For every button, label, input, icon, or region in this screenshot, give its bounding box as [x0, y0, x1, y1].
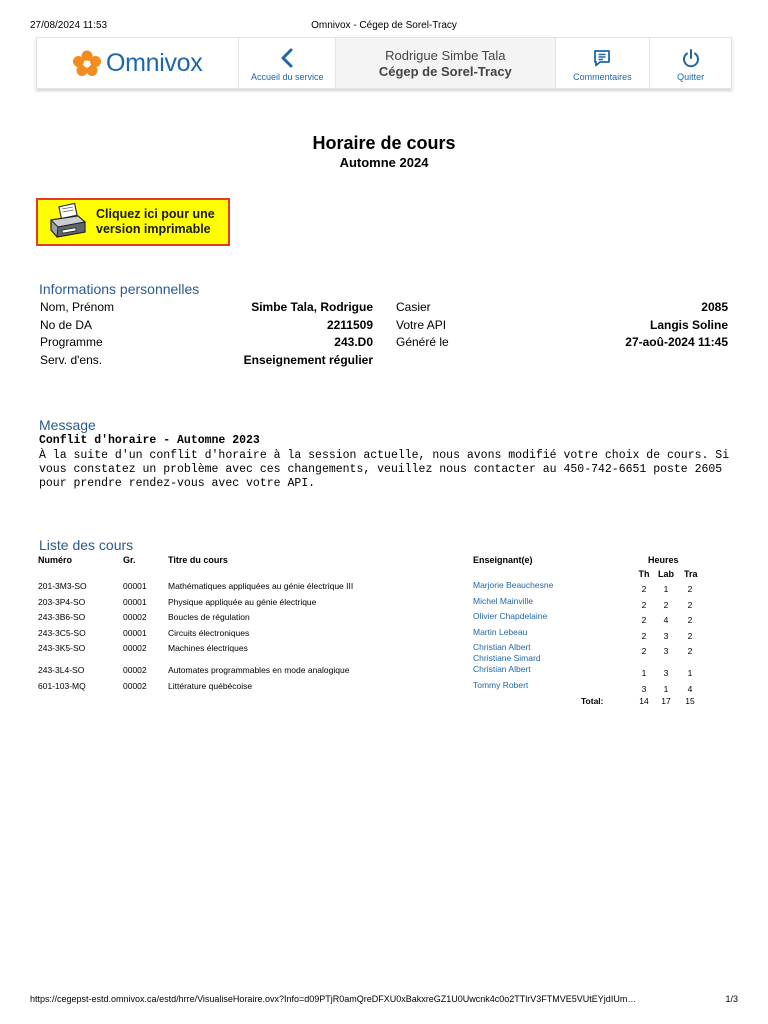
- print-header: [0, 20, 768, 34]
- print-datetime: 27/08/2024 11:53: [30, 20, 108, 31]
- course-teachers: [473, 642, 541, 664]
- back-to-service-button[interactable]: [239, 38, 336, 88]
- info-label: No de DA: [40, 317, 93, 332]
- teacher-link[interactable]: Marjorie Beauchesne: [473, 580, 554, 590]
- total-th: 14: [639, 696, 649, 706]
- personal-info-title: Informations personnelles: [39, 281, 200, 297]
- course-teachers: [473, 627, 527, 638]
- course-title: Physique appliquée au génie électrique: [168, 596, 317, 607]
- omnivox-logo[interactable]: [37, 38, 239, 88]
- personal-info-table: [39, 300, 729, 370]
- course-lab: 1: [663, 584, 669, 594]
- course-row: [38, 665, 738, 681]
- course-number: 601-103-MQ: [38, 680, 86, 691]
- info-label: Serv. d'ens.: [40, 352, 103, 367]
- courses-header-row: [38, 555, 738, 581]
- info-value: 2085: [701, 300, 728, 314]
- teacher-link[interactable]: Christian Albert: [473, 642, 531, 652]
- course-row: [38, 612, 738, 628]
- header-number: Numéro: [38, 555, 73, 565]
- course-tra: 2: [687, 584, 693, 594]
- course-row: [38, 597, 738, 613]
- total-lab: 17: [661, 696, 671, 706]
- course-tra: 2: [687, 615, 693, 625]
- school-name: Cégep de Sorel-Tracy: [378, 63, 512, 79]
- course-number: 201-3M3-SO: [38, 581, 87, 591]
- info-value: Langis Soline: [649, 317, 728, 332]
- course-group: 00002: [123, 665, 147, 675]
- info-value: Simbe Tala, Rodrigue: [251, 300, 373, 314]
- print-page-title: Omnivox - Cégep de Sorel-Tracy: [311, 20, 457, 31]
- user-name: Rodrigue Simbe Tala: [385, 47, 506, 63]
- total-label: Total:: [581, 696, 604, 706]
- header-teacher: Enseignant(e): [473, 555, 533, 565]
- course-teachers: [473, 580, 553, 591]
- header-tra: Tra: [684, 569, 698, 579]
- info-value: 2211509: [326, 317, 373, 332]
- course-th: 2: [641, 599, 647, 610]
- page-subtitle: Automne 2024: [339, 155, 429, 170]
- info-row: [39, 335, 729, 353]
- course-group: 00002: [123, 680, 147, 691]
- logo-text: Omnivox: [105, 48, 203, 77]
- info-value: 27-aoû-2024 11:45: [625, 335, 728, 349]
- printer-icon: [48, 202, 88, 242]
- info-row: [39, 318, 729, 336]
- course-lab: 3: [663, 668, 669, 678]
- page-url: https://cegepst-estd.omnivox.ca/estd/hrre/VisualiseHoraire.ovx?Info=d09PTjR0amQreDFXU0xBakxreGZ1U0Uwcnk4c0o2TTlrV3FTMVE5VUtEYjdIUm…: [30, 994, 637, 1004]
- teacher-link[interactable]: Tommy Robert: [473, 679, 529, 690]
- course-lab: 1: [663, 683, 669, 694]
- teacher-link[interactable]: Michel Mainville: [473, 595, 533, 606]
- course-teachers: [473, 596, 533, 607]
- info-row: [39, 300, 729, 318]
- quit-button[interactable]: [650, 38, 731, 88]
- info-row: [39, 353, 729, 371]
- header-th: Th: [638, 569, 650, 579]
- course-tra: 2: [687, 630, 693, 641]
- course-lab: 2: [663, 599, 669, 610]
- course-group: 00001: [123, 627, 147, 638]
- course-group: 00002: [123, 643, 147, 653]
- header-hours: Heures: [648, 555, 679, 565]
- course-number: 243-3C5-SO: [38, 627, 86, 638]
- course-row: [38, 681, 738, 697]
- course-tra: 2: [687, 646, 693, 656]
- courses-table: [38, 555, 738, 710]
- teacher-link[interactable]: Christian Albert: [473, 664, 531, 674]
- back-to-service-label: Accueil du service: [251, 72, 324, 82]
- course-th: 1: [641, 668, 647, 678]
- comment-icon: [592, 48, 612, 68]
- course-lab: 3: [663, 646, 669, 656]
- course-th: 3: [641, 683, 647, 694]
- teacher-link[interactable]: Christiane Simard: [473, 653, 541, 663]
- teacher-link[interactable]: Martin Lebeau: [473, 626, 528, 637]
- page-count: 1/3: [725, 994, 738, 1004]
- message-body: À la suite d'un conflit d'horaire à la session actuelle, nous avons modifié votre choix de cours. Si vous constatez un problème avec ces changements, veuillez nous contacter au 450-742-6651 poste 2605 pour prendre rendez-vous avec votre API.: [39, 449, 730, 490]
- course-row: [38, 643, 738, 665]
- info-value: 243.D0: [334, 335, 373, 349]
- comments-label: Commentaires: [573, 72, 632, 82]
- course-th: 2: [641, 630, 647, 641]
- info-label: Votre API: [396, 317, 447, 332]
- course-teachers: [473, 611, 547, 622]
- info-label: Casier: [396, 300, 431, 314]
- course-th: 2: [641, 615, 647, 625]
- course-th: 2: [641, 584, 647, 594]
- info-label: Généré le: [396, 335, 449, 349]
- message-title: Message: [39, 417, 96, 433]
- course-title: Mathématiques appliquées au génie électrique III: [168, 581, 354, 591]
- course-tra: 2: [687, 599, 693, 610]
- course-tra: 4: [687, 683, 693, 694]
- top-navigation-bar: [36, 37, 732, 89]
- course-tra: 1: [687, 668, 693, 678]
- course-row: [38, 581, 738, 597]
- course-number: 243-3K5-SO: [38, 643, 86, 653]
- course-group: 00001: [123, 581, 147, 591]
- course-rows: [38, 581, 738, 696]
- course-lab: 4: [663, 615, 669, 625]
- course-group: 00001: [123, 596, 147, 607]
- header-group: Gr.: [123, 555, 136, 565]
- total-row: [38, 696, 738, 710]
- header-course-title: Titre du cours: [168, 555, 228, 565]
- course-row: [38, 628, 738, 644]
- comments-button[interactable]: [556, 38, 651, 88]
- course-number: 243-3L4-SO: [38, 665, 85, 675]
- user-info: [336, 38, 555, 88]
- course-number: 203-3P4-SO: [38, 596, 86, 607]
- header-lab: Lab: [658, 569, 675, 579]
- printable-version-button[interactable]: [36, 198, 230, 246]
- teacher-link[interactable]: Olivier Chapdelaine: [473, 611, 548, 621]
- course-title: Boucles de régulation: [168, 612, 250, 622]
- course-lab: 3: [663, 630, 669, 641]
- info-label: Nom, Prénom: [40, 300, 115, 314]
- quit-label: Quitter: [677, 72, 705, 82]
- course-title: Littérature québécoise: [168, 680, 253, 691]
- flower-logo-icon: [73, 50, 101, 76]
- info-value: Enseignement régulier: [243, 352, 373, 367]
- courses-title: Liste des cours: [39, 537, 134, 553]
- info-label: Programme: [40, 335, 103, 349]
- printable-line-2: version imprimable: [96, 222, 211, 236]
- page-title: Horaire de cours: [312, 133, 456, 153]
- course-number: 243-3B6-SO: [38, 612, 86, 622]
- course-th: 2: [641, 646, 647, 656]
- course-title: Automates programmables en mode analogique: [168, 665, 350, 675]
- printable-line-1: Cliquez ici pour une: [96, 207, 215, 221]
- chevron-left-icon: [280, 48, 294, 68]
- course-title: Machines électriques: [168, 643, 248, 653]
- course-title: Circuits électroniques: [168, 627, 250, 638]
- total-tra: 15: [685, 696, 695, 706]
- course-teachers: [473, 664, 531, 675]
- power-icon: [681, 48, 701, 68]
- course-teachers: [473, 680, 528, 691]
- message-subject: Conflit d'horaire - Automne 2023: [39, 434, 260, 447]
- course-group: 00002: [123, 612, 147, 622]
